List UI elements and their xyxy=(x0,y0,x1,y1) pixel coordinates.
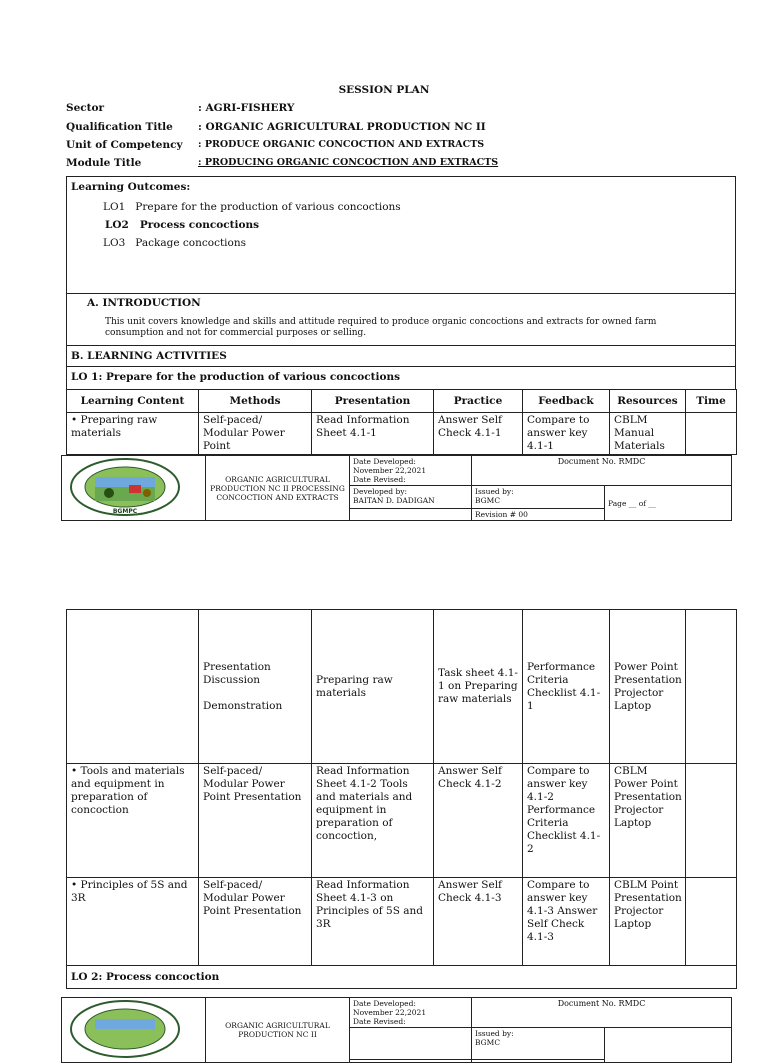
lo1-heading: LO 1: Prepare for the production of various concoctions xyxy=(71,371,401,383)
col-feedback: Feedback xyxy=(523,390,610,413)
footer-logo-cell xyxy=(62,998,206,1063)
cell-practice: Answer Self Check 4.1-3 xyxy=(434,878,523,966)
cell-methods: Presentation Discussion Demonstration xyxy=(199,610,312,764)
cell-time xyxy=(686,610,737,764)
sector-value: : AGRI-FISHERY xyxy=(198,102,295,114)
footer-logo-cell xyxy=(62,456,206,521)
footer-program: ORGANIC AGRICULTURAL PRODUCTION NC II xyxy=(206,998,350,1063)
col-practice: Practice xyxy=(434,390,523,413)
cell-methods: Self-paced/ Modular Power Point Presentation xyxy=(199,764,312,878)
col-methods: Methods xyxy=(199,390,312,413)
introduction-box xyxy=(66,293,736,346)
footer-blank xyxy=(605,1028,732,1063)
col-learning-content: Learning Content xyxy=(67,390,199,413)
footer-doc-no: Document No. RMDC xyxy=(472,456,732,486)
footer-blank xyxy=(472,1060,605,1063)
cell-presentation: Read Information Sheet 4.1-3 on Principles of 5S and 3R xyxy=(312,878,434,966)
col-presentation: Presentation xyxy=(312,390,434,413)
cell-time xyxy=(686,413,737,455)
cooperative-logo xyxy=(65,999,195,1059)
unit-label: Unit of Competency xyxy=(66,139,183,151)
introduction-heading: A. INTRODUCTION xyxy=(87,297,201,309)
table-row xyxy=(67,764,737,878)
learning-activities-box xyxy=(66,345,736,367)
cell-feedback: Compare to answer key 4.1-3 Answer Self Check 4.1-3 xyxy=(523,878,610,966)
footer-issued-by: Issued by: BGMC xyxy=(472,1028,605,1060)
cell-content xyxy=(67,610,199,764)
cell-practice: Task sheet 4.1-1 on Preparing raw materials xyxy=(434,610,523,764)
cell-feedback: Performance Criteria Checklist 4.1-1 xyxy=(523,610,610,764)
activities-table-page1 xyxy=(66,389,737,455)
table-row xyxy=(67,878,737,966)
cell-presentation: Read Information Sheet 4.1-1 xyxy=(312,413,434,455)
cell-presentation: Preparing raw materials xyxy=(312,610,434,764)
table-row xyxy=(67,413,737,455)
module-label: Module Title xyxy=(66,157,142,169)
table-header-row xyxy=(67,390,737,413)
unit-value: : PRODUCE ORGANIC CONCOCTION AND EXTRACTS xyxy=(198,139,485,150)
cell-practice: Answer Self Check 4.1-2 xyxy=(434,764,523,878)
footer-blank xyxy=(350,1060,472,1063)
footer-revision: Revision # 00 xyxy=(472,509,605,521)
learning-outcomes-heading: Learning Outcomes: xyxy=(71,181,191,193)
col-resources: Resources xyxy=(610,390,686,413)
cell-content: • Tools and materials and equipment in preparation of concoction xyxy=(67,764,199,878)
cell-resources: CBLM Manual Materials xyxy=(610,413,686,455)
module-value: : PRODUCING ORGANIC CONCOCTION AND EXTRACTS xyxy=(198,157,499,168)
footer-date-developed: Date Developed: November 22,2021 Date Revised: xyxy=(350,998,472,1028)
sector-label: Sector xyxy=(66,102,105,114)
learning-activities-heading: B. LEARNING ACTIVITIES xyxy=(71,350,227,362)
page-title: SESSION PLAN xyxy=(338,84,430,96)
footer-page2 xyxy=(61,997,731,1047)
footer-blank xyxy=(350,509,472,521)
cell-practice: Answer Self Check 4.1-1 xyxy=(434,413,523,455)
lo1-item: LO1 Prepare for the production of various concoctions xyxy=(103,201,401,213)
footer-page1 xyxy=(61,455,731,521)
cell-content: • Principles of 5S and 3R xyxy=(67,878,199,966)
cell-methods: Self-paced/ Modular Power Point xyxy=(199,413,312,455)
cooperative-logo xyxy=(65,457,195,517)
cell-resources: Power Point Presentation Projector Laptop xyxy=(610,610,686,764)
cell-time xyxy=(686,764,737,878)
cell-feedback: Compare to answer key 4.1-2 Performance Criteria Checklist 4.1-2 xyxy=(523,764,610,878)
footer-issued-by: Issued by: BGMC xyxy=(472,486,605,509)
activities-table-page2 xyxy=(66,609,737,989)
col-time: Time xyxy=(686,390,737,413)
cell-feedback: Compare to answer key 4.1-1 xyxy=(523,413,610,455)
footer-blank xyxy=(350,1028,472,1060)
cell-resources: CBLM Point Presentation Projector Laptop xyxy=(610,878,686,966)
footer-developed-by: Developed by: BAITAN D. DADIGAN xyxy=(350,486,472,509)
lo3-item: LO3 Package concoctions xyxy=(103,237,247,249)
learning-outcomes-box xyxy=(66,176,736,294)
cell-time xyxy=(686,878,737,966)
lo2-item: LO2 Process concoctions xyxy=(105,219,260,231)
qualification-value: : ORGANIC AGRICULTURAL PRODUCTION NC II xyxy=(198,121,486,133)
footer-page: Page __ of __ xyxy=(605,486,732,521)
lo2-heading: LO 2: Process concoction xyxy=(67,966,737,989)
footer-doc-no: Document No. RMDC xyxy=(472,998,732,1028)
footer-date-developed: Date Developed: November 22,2021 Date Revised: xyxy=(350,456,472,486)
lo1-heading-box xyxy=(66,366,736,390)
lo2-heading-row xyxy=(67,966,737,989)
cell-methods: Self-paced/ Modular Power Point Presentation xyxy=(199,878,312,966)
qualification-label: Qualification Title xyxy=(66,121,173,133)
logo-text: BGMPC xyxy=(112,508,138,515)
introduction-text: This unit covers knowledge and skills and attitude required to produce organic concoctions and extracts for owned farm consumption and not for commercial purposes or selling. xyxy=(105,317,657,338)
footer-program: ORGANIC AGRICULTURAL PRODUCTION NC II PROCESSING CONCOCTION AND EXTRACTS xyxy=(206,456,350,521)
table-row xyxy=(67,610,737,764)
cell-presentation: Read Information Sheet 4.1-2 Tools and materials and equipment in preparation of concoction, xyxy=(312,764,434,878)
cell-content: • Preparing raw materials xyxy=(67,413,199,455)
cell-resources: CBLM Power Point Presentation Projector Laptop xyxy=(610,764,686,878)
